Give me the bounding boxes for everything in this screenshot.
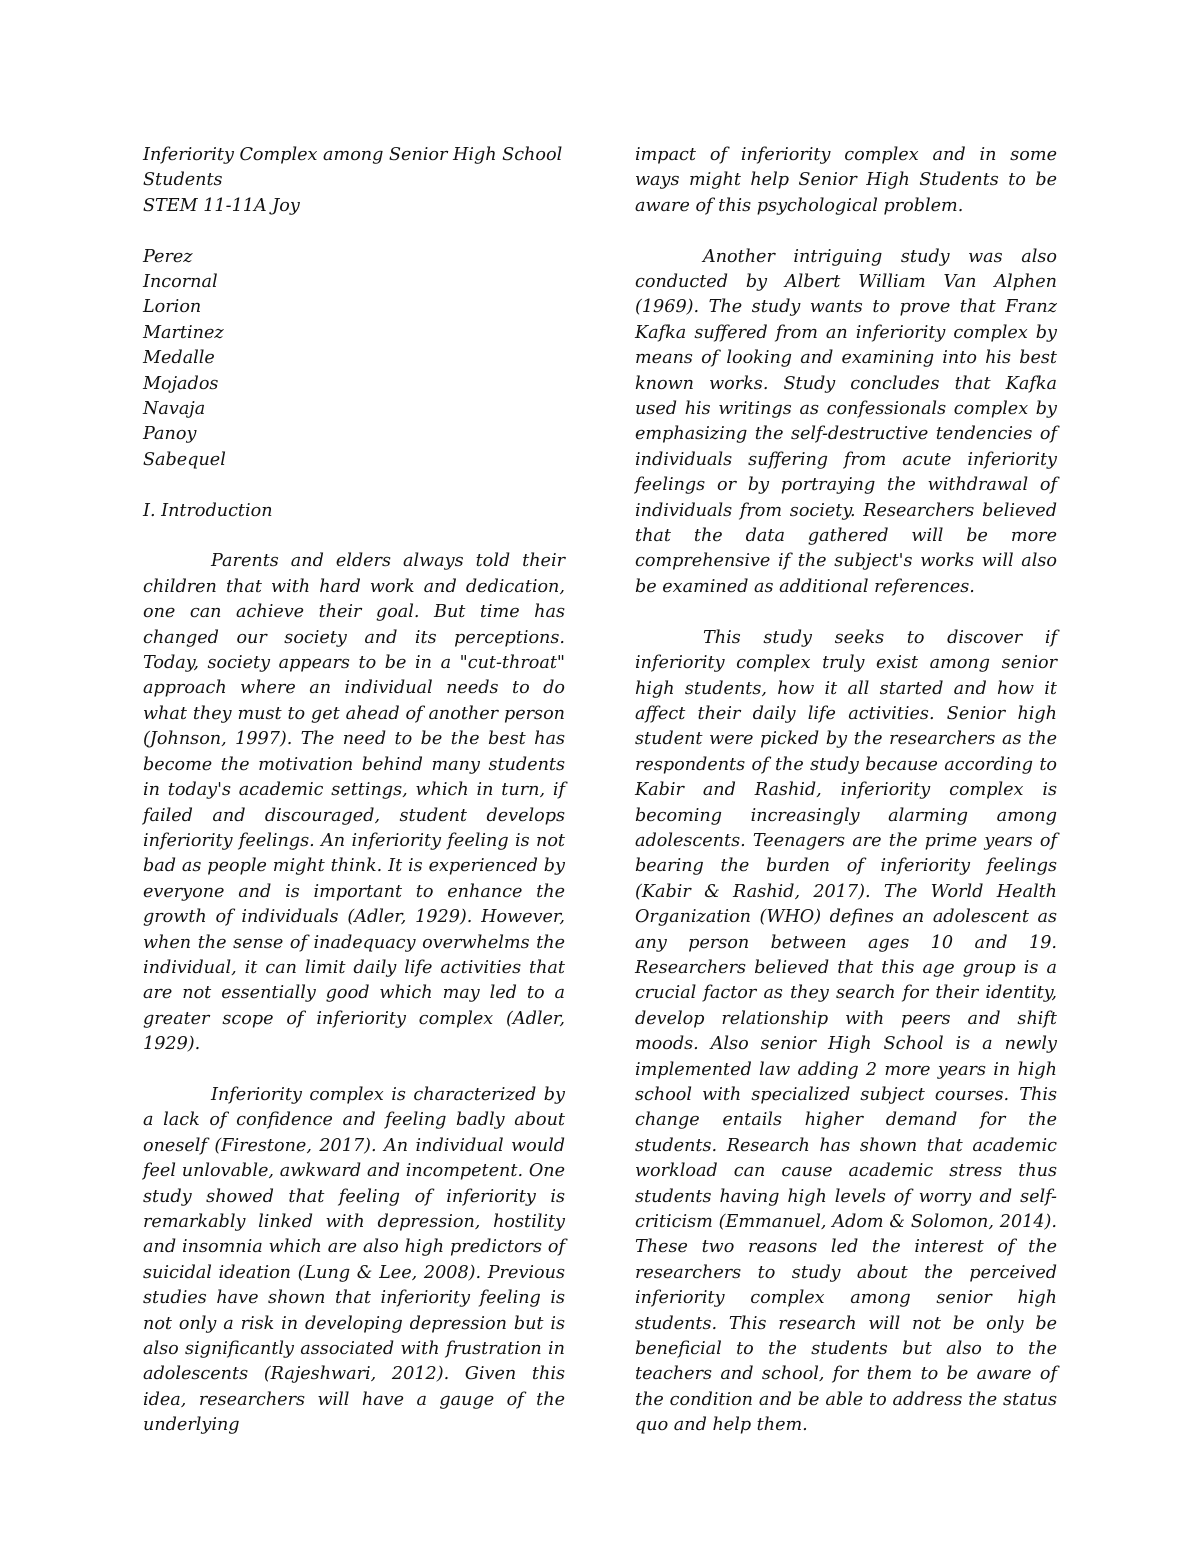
author-name: Lorion: [143, 297, 202, 318]
author-name: Sabequel: [143, 449, 226, 470]
body-paragraph: Parents and elders always told their children that with hard work and dedication, one can achieve their goal. But time has changed our society and its perceptions. Today, society appears to be in a "cut-throat" approach where an individual needs to do what they must to get ahead of another person (Johnson, 1997). The need to be the best has become the motivation behind many students in today's academic settings, which in turn, if failed and discouraged, student develops inferiority feelings. An inferiority feeling is not bad as people might think. It is experienced by everyone and is important to enhance the growth of individuals (Adler, 1929). However, when the sense of inadequacy overwhelms the individual, it can limit daily life activities that are not essentially good which may led to a greater scope of inferiority complex (Adler, 1929).: [143, 551, 565, 1055]
paper-title: Inferiority Complex among Senior High School: [143, 145, 563, 165]
paper-title-continued: Students: [143, 170, 223, 191]
author-name: Medalle: [143, 348, 215, 369]
author-name: Perez: [143, 246, 193, 267]
body-paragraph-continued: impact of inferiority complex and in some ways might help Senior High Students to be aware of this psychological problem.: [635, 145, 1057, 216]
author-name: Incornal: [143, 272, 218, 293]
body-paragraph: Inferiority complex is characterized by a lack of confidence and feeling badly about oneself (Firestone, 2017). An individual would feel unlovable, awkward and incompetent. One study showed that feeling of inferiority is remarkably linked with depression, hostility and insomnia which are also high predictors of suicidal ideation (Lung & Lee, 2008). Previous studies have shown that inferiority feeling is not only a risk in developing depression but is also significantly associated with frustration in adolescents (Rajeshwari, 2012). Given this idea, researchers will have a gauge of the underlying: [143, 1084, 565, 1436]
left-column: [143, 143, 565, 1439]
section-heading: I. Introduction: [143, 500, 273, 521]
right-column: [635, 143, 1057, 1439]
author-name: Navaja: [143, 399, 206, 420]
body-paragraph: Another intriguing study was also conducted by Albert William Van Alphen (1969). The study wants to prove that Franz Kafka suffered from an inferiority complex by means of looking and examining into his best known works. Study concludes that Kafka used his writings as confessionals complex by emphasizing the self-destructive tendencies of individuals suffering from acute inferiority feelings or by portraying the withdrawal of individuals from society. Researchers believed that the data gathered will be more comprehensive if the subject's works will also be examined as additional references.: [635, 246, 1057, 597]
author-name: Martinez: [143, 322, 224, 343]
author-name: Panoy: [143, 424, 197, 445]
author-name: Mojados: [143, 373, 219, 394]
body-paragraph: This study seeks to discover if inferiority complex truly exist among senior high students, how it all started and how it affect their daily life activities. Senior high student were picked by the researchers as the respondents of the study because according to Kabir and Rashid, inferiority complex is becoming increasingly alarming among adolescents. Teenagers are the prime years of bearing the burden of inferiority feelings (Kabir & Rashid, 2017). The World Health Organization (WHO) defines an adolescent as any person between ages 10 and 19. Researchers believed that this age group is a crucial factor as they search for their identity, develop relationship with peers and shift moods. Also senior High School is a newly implemented law adding 2 more years in high school with specialized subject courses. This change entails higher demand for the students. Research has shown that academic workload can cause academic stress thus students having high levels of worry and self-criticism (Emmanuel, Adom & Solomon, 2014). These two reasons led the interest of the researchers to study about the perceived inferiority complex among senior high students. This research will not be only be beneficial to the students but also to the teachers and school, for them to be aware of the condition and be able to address the status quo and help them.: [635, 627, 1057, 1436]
author-list: [143, 245, 565, 474]
section-name: STEM 11-11A Joy: [143, 195, 300, 216]
